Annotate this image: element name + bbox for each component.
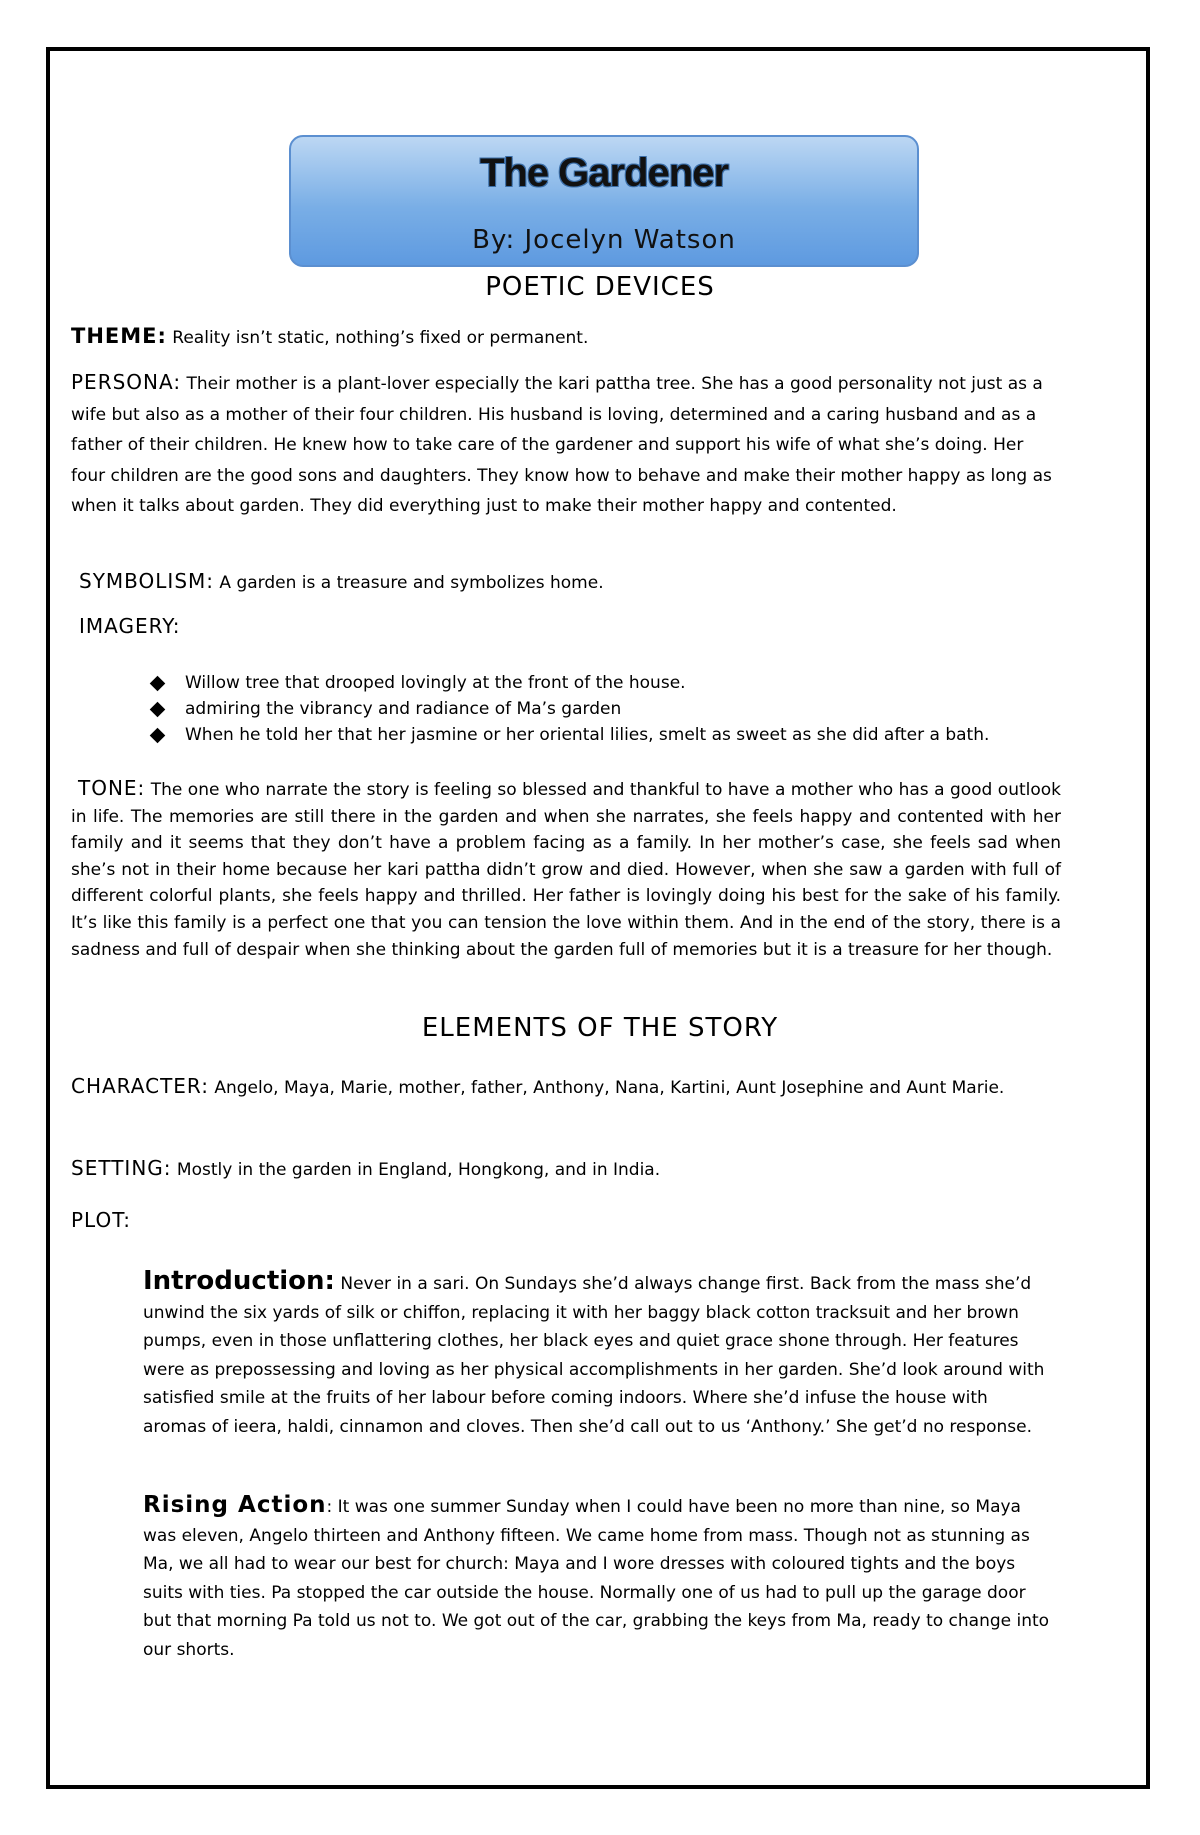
introduction-paragraph	[143, 1267, 1053, 1441]
character-text: Angelo, Maya, Marie, mother, father, Anthony, Nana, Kartini, Aunt Josephine and Aunt Marie.	[214, 1078, 1005, 1098]
poetic-devices-heading: POETIC DEVICES	[485, 272, 715, 302]
theme-label: THEME:	[71, 324, 167, 348]
setting-text: Mostly in the garden in England, Hongkong, and in India.	[176, 1160, 661, 1180]
introduction-label: Introduction:	[143, 1266, 335, 1296]
introduction-text: Never in a sari. On Sundays she’d always change first. Back from the mass she’d unwind the six yards of silk or chiffon, replacing it with her baggy black cotton tracksuit and her brown pumps, even in those unflattering clothes, her black eyes and quiet grace shone through. Her features were as prepossessing and loving as her physical accomplishments in her garden. She’d look around with satisfied smile at the fruits of her labour before coming indoors. Where she’d infuse the house with aromas of ieera, haldi, cinnamon and cloves. Then she’d call out to us ‘Anthony.’ She get’d no response.	[143, 1274, 1045, 1437]
persona-section	[71, 367, 1061, 522]
diamond-bullet-icon	[150, 702, 166, 718]
tone-text: The one who narrate the story is feeling so blessed and thankful to have a mother who has a good outlook in life. The memories are still there in the garden and when she narrates, she feels happy and contented with her family and it seems that they don’t have a problem facing as a family. In her mother’s case, she feels sad when she’s not in their home because her kari pattha didn’t grow and died. However, when she saw a garden with full of different colorful plants, she feels happy and thrilled. Her father is lovingly doing his best for the sake of his family. It’s like this family is a perfect one that you can tension the love within them. And in the end of the story, there is a sadness and full of despair when she thinking about the garden full of memories but it is a treasure for her though.	[71, 780, 1062, 960]
plot-label: PLOT:	[71, 1208, 131, 1232]
diamond-bullet-icon	[150, 728, 166, 744]
persona-label: PERSONA:	[71, 370, 182, 394]
rising-action-paragraph	[143, 1491, 1053, 1664]
persona-text: Their mother is a plant-lover especially the kari pattha tree. She has a good personality not just as a wife but also as a mother of their four children. His husband is loving, determined and a caring husband and as a father of their children. He knew how to take care of the gardener and support his wife of what she’s doing. Her four children are the good sons and daughters. They know how to behave and make their mother happy as long as when it talks about garden. They did everything just to make their mother happy and contented.	[71, 374, 1052, 516]
plot-section	[71, 1205, 1061, 1238]
list-item: admiring the vibrancy and radiance of Ma’s garden	[150, 696, 1050, 722]
rising-action-text: : It was one summer Sunday when I could have been no more than nine, so Maya was eleven, Angelo thirteen and Anthony fifteen. We came home from mass. Though not as stunning as Ma, we all had to wear our best for church: Maya and I wore dresses with coloured tights and the boys suits with ties. Pa stopped the car outside the house. Normally one of us had to pull up the garage door but that morning Pa told us not to. We got out of the car, grabbing the keys from Ma, ready to change into our shorts.	[143, 1497, 1050, 1660]
theme-text: Reality isn’t static, nothing’s fixed or permanent.	[172, 328, 589, 348]
rising-action-label: Rising Action	[143, 1492, 327, 1518]
list-item: Willow tree that drooped lovingly at the front of the house.	[150, 670, 1050, 696]
tone-section	[71, 775, 1061, 963]
character-section	[71, 1073, 1061, 1102]
diamond-bullet-icon	[150, 676, 166, 692]
author-line: By: Jocelyn Watson	[472, 225, 736, 255]
list-item: When he told her that her jasmine or her oriental lilies, smelt as sweet as she did after a bath.	[150, 722, 1050, 748]
symbolism-label: SYMBOLISM:	[79, 569, 215, 593]
imagery-section	[79, 611, 1069, 644]
imagery-list	[150, 670, 1050, 748]
imagery-label: IMAGERY:	[79, 614, 181, 638]
title-banner	[289, 135, 919, 267]
tone-label: TONE:	[78, 776, 146, 800]
theme-section	[71, 321, 1061, 354]
symbolism-section	[79, 566, 1069, 599]
elements-heading: ELEMENTS OF THE STORY	[421, 1013, 779, 1043]
document-title: The Gardener	[479, 151, 729, 195]
setting-label: SETTING:	[71, 1156, 172, 1180]
symbolism-text: A garden is a treasure and symbolizes home.	[219, 573, 604, 593]
character-label: CHARACTER:	[71, 1074, 209, 1098]
setting-section	[71, 1153, 1061, 1186]
